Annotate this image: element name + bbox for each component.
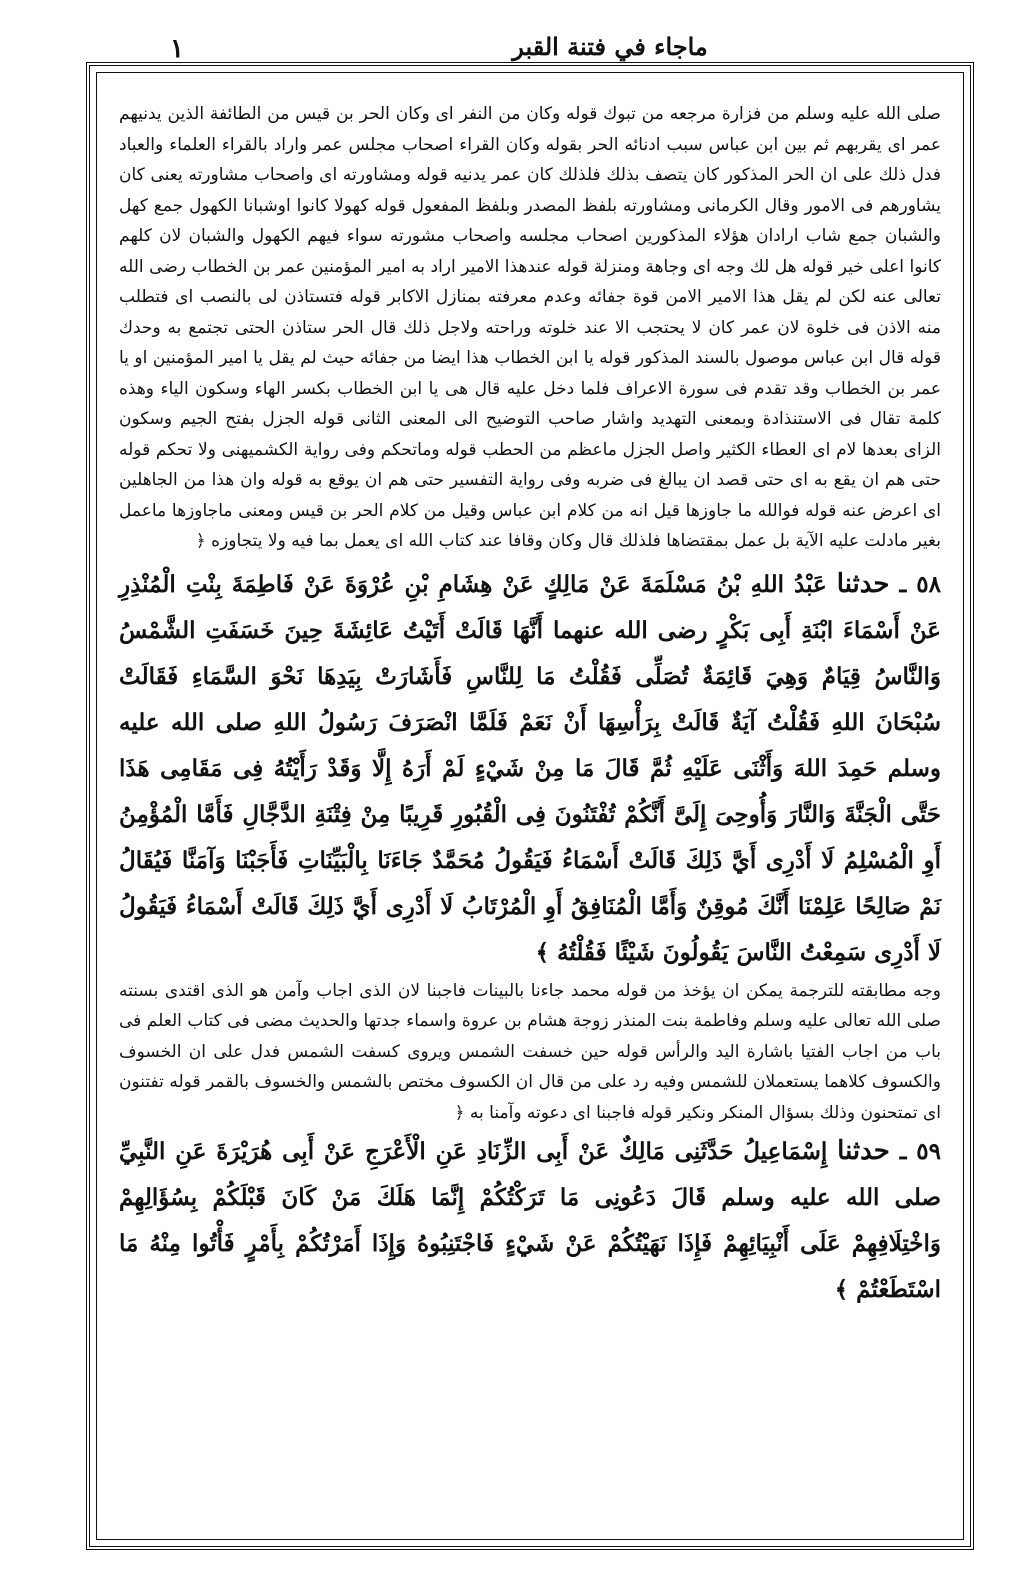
commentary-block-1: صلى الله عليه وسلم من فزارة مرجعه من تبوك قوله وكان من النفر اى وكان الحر بن قيس من الطائفة الذين يدنيهم عمر اى يقربهم ثم بين ابن عباس سبب ادنائه الحر بقوله وكان القراء اصحاب مجلس عمر واراد بالقراء العلماء والعباد فدل ذلك على ان الحر المذكور كان يتصف بذلك فلذلك كان عمر يدنيه قوله ومشاورته اى واصحاب مشاورته يعنى كان يشاورهم فى الامور وقال الكرمانى ومشاورته بلفظ المصدر وبلفظ المفعول قوله كهولا كانوا اوشبانا الكهول جمع كهل والشبان جمع شاب ارادان هؤلاء المذكورين اصحاب مجلسه واصحاب مشورته سواء فيهم الكهول والشبان لان كلهم كانوا اعلى خير قوله هل لك وجه اى وجاهة ومنزلة قوله عندهذا الامير اراد به امير المؤمنين عمر بن الخطاب رضى الله تعالى عنه لكن لم يقل هذا الامير الامن قوة جفائه وعدم معرفته بمنازل الاكابر قوله فتستاذن لى بالنصب اى فتطلب منه الاذن فى خلوة لان عمر كان لا يحتجب الا عند خلوته وراحته ولاجل ذلك قال الحر ستاذن الحتى تجتمع به وحدك قوله قال ابن عباس موصول بالسند المذكور قوله يا ابن الخطاب هذا ايضا من جفائه حيث لم يقل يا امير المؤمنين او يا عمر بن الخطاب وقد تقدم فى سورة الاعراف فلما دخل عليه قال هى يا ابن الخطاب بكسر الهاء وسكون الياء وهذه كلمة تقال فى الاستنذادة وبمعنى التهديد واشار صاحب التوضيح الى المعنى الثانى قوله الجزل بفتح الجيم وسكون الزاى بعدها لام اى العطاء الكثير واصل الجزل ماعظم من الحطب قوله وماتحكم وفى رواية الكشميهنى ولا تحكم قوله حتى هم ان يقع به اى حتى قصد ان يبالغ فى ضربه وفى رواية التفسير حتى هم ان يوقع به قوله وان هذا من الجاهلين اى اعرض عنه قوله فوالله ما جاوزها قيل انه من كلام ابن عباس وقيل من كلام الحر بن قيس ومعنى ماجاوزها ماعمل بغير مادلت عليه الآية بل عمل بمقتضاها فلذلك قال وكان وقافا عند كتاب الله اى يعمل بما فيه ولا يتجاوزه ﴿ <box>119 104 941 551</box>
hadith-58 <box>119 561 941 976</box>
running-title: ماجاء في فتنة القبر <box>512 32 708 61</box>
page-number: ١ <box>170 34 184 64</box>
inner-frame <box>96 72 964 1540</box>
page-content <box>119 99 941 1313</box>
hadith-text: إِسْمَاعِيلُ حَدَّثَنِى مَالِكٌ عَنْ أَبِى الزِّنَادِ عَنِ الْأَعْرَجِ عَنْ أَبِى هُرَيْرَةَ عَنِ النَّبِيِّ صلى الله عليه وسلم قَالَ دَعُونِى مَا تَرَكْتُكُمْ إِنَّمَا هَلَكَ مَنْ كَانَ قَبْلَكُمْ بِسُؤَالِهِمْ وَاخْتِلَافِهِمْ عَلَى أَنْبِيَائِهِمْ فَإِذَا نَهَيْتُكُمْ عَنْ شَيْءٍ فَاجْتَنِبُوهُ وَإِذَا أَمَرْتُكُمْ بِأَمْرٍ فَأْتُوا مِنْهُ مَا اسْتَطَعْتُمْ ﴾ <box>119 1138 941 1303</box>
hadith-59 <box>119 1128 941 1313</box>
hadith-text: عَبْدُ اللهِ بْنُ مَسْلَمَةَ عَنْ مَالِكٍ عَنْ هِشَامِ بْنِ عُرْوَةَ عَنْ فَاطِمَةَ بِنْتِ الْمُنْذِرِ عَنْ أَسْمَاءَ ابْنَةِ أَبِى بَكْرٍ رضى الله عنهما أَنَّهَا قَالَتْ أَتَيْتُ عَائِشَةَ حِينَ خَسَفَتِ الشَّمْسُ وَالنَّاسُ قِيَامٌ وَهِيَ قَائِمَةٌ تُصَلِّى فَقُلْتُ مَا لِلنَّاسِ فَأَشَارَتْ بِيَدِهَا نَحْوَ السَّمَاءِ فَقَالَتْ سُبْحَانَ اللهِ فَقُلْتُ آيَةٌ قَالَتْ بِرَأْسِهَا أَنْ نَعَمْ فَلَمَّا انْصَرَفَ رَسُولُ اللهِ صلى الله عليه وسلم حَمِدَ اللهَ وَأَثْنَى عَلَيْهِ ثُمَّ قَالَ مَا مِنْ شَيْءٍ لَمْ أَرَهُ إِلَّا وَقَدْ رَأَيْتُهُ فِى مَقَامِى هَذَا حَتَّى الْجَنَّةَ وَالنَّارَ وَأُوحِىَ إِلَىَّ أَنَّكُمْ تُفْتَنُونَ فِى الْقُبُورِ قَرِيبًا مِنْ فِتْنَةِ الدَّجَّالِ فَأَمَّا الْمُؤْمِنُ أَوِ الْمُسْلِمُ لَا أَدْرِى أَيَّ ذَلِكَ قَالَتْ أَسْمَاءُ فَيَقُولُ مُحَمَّدٌ جَاءَنَا بِالْبَيِّنَاتِ فَأَجَبْنَا وَآمَنَّا فَيُقَالُ نَمْ صَالِحًا عَلِمْنَا أَنَّكَ مُوقِنٌ وَأَمَّا الْمُنَافِقُ أَوِ الْمُرْتَابُ لَا أَدْرِى أَيَّ ذَلِكَ قَالَتْ أَسْمَاءُ فَيَقُولُ لَا أَدْرِى سَمِعْتُ النَّاسَ يَقُولُونَ شَيْئًا فَقُلْتُهُ ﴾ <box>119 570 941 966</box>
page-header <box>100 20 980 68</box>
commentary-block-2: وجه مطابقته للترجمة يمكن ان يؤخذ من قوله محمد جاءنا بالبينات فاجبنا لان الذى اجاب وآمن هو الذى اقتدى بسنته صلى الله تعالى عليه وسلم وفاطمة بنت المنذر زوجة هشام بن عروة واسماء جدتها والحديث مضى فى كتاب العلم فى باب من اجاب الفتيا باشارة اليد والرأس قوله حين خسفت الشمس ويروى كسفت الشمس فدل على ان الخسوف والكسوف كلاهما يستعملان للشمس وفيه رد على من قال ان الكسوف مختص بالشمس والخسوف بالقمر قوله تفتنون اى تمتحنون وذلك بسؤال المنكر ونكير قوله فاجبنا اى دعوته وآمنا به ﴿ <box>119 980 941 1123</box>
hadith-number: ٥٨ ـ <box>899 570 941 598</box>
hadith-number: ٥٩ ـ <box>899 1138 942 1165</box>
hadith-keyword: حدثنا <box>837 1136 890 1166</box>
page-frame <box>86 62 974 1550</box>
hadith-keyword: حدثنا <box>836 568 890 599</box>
